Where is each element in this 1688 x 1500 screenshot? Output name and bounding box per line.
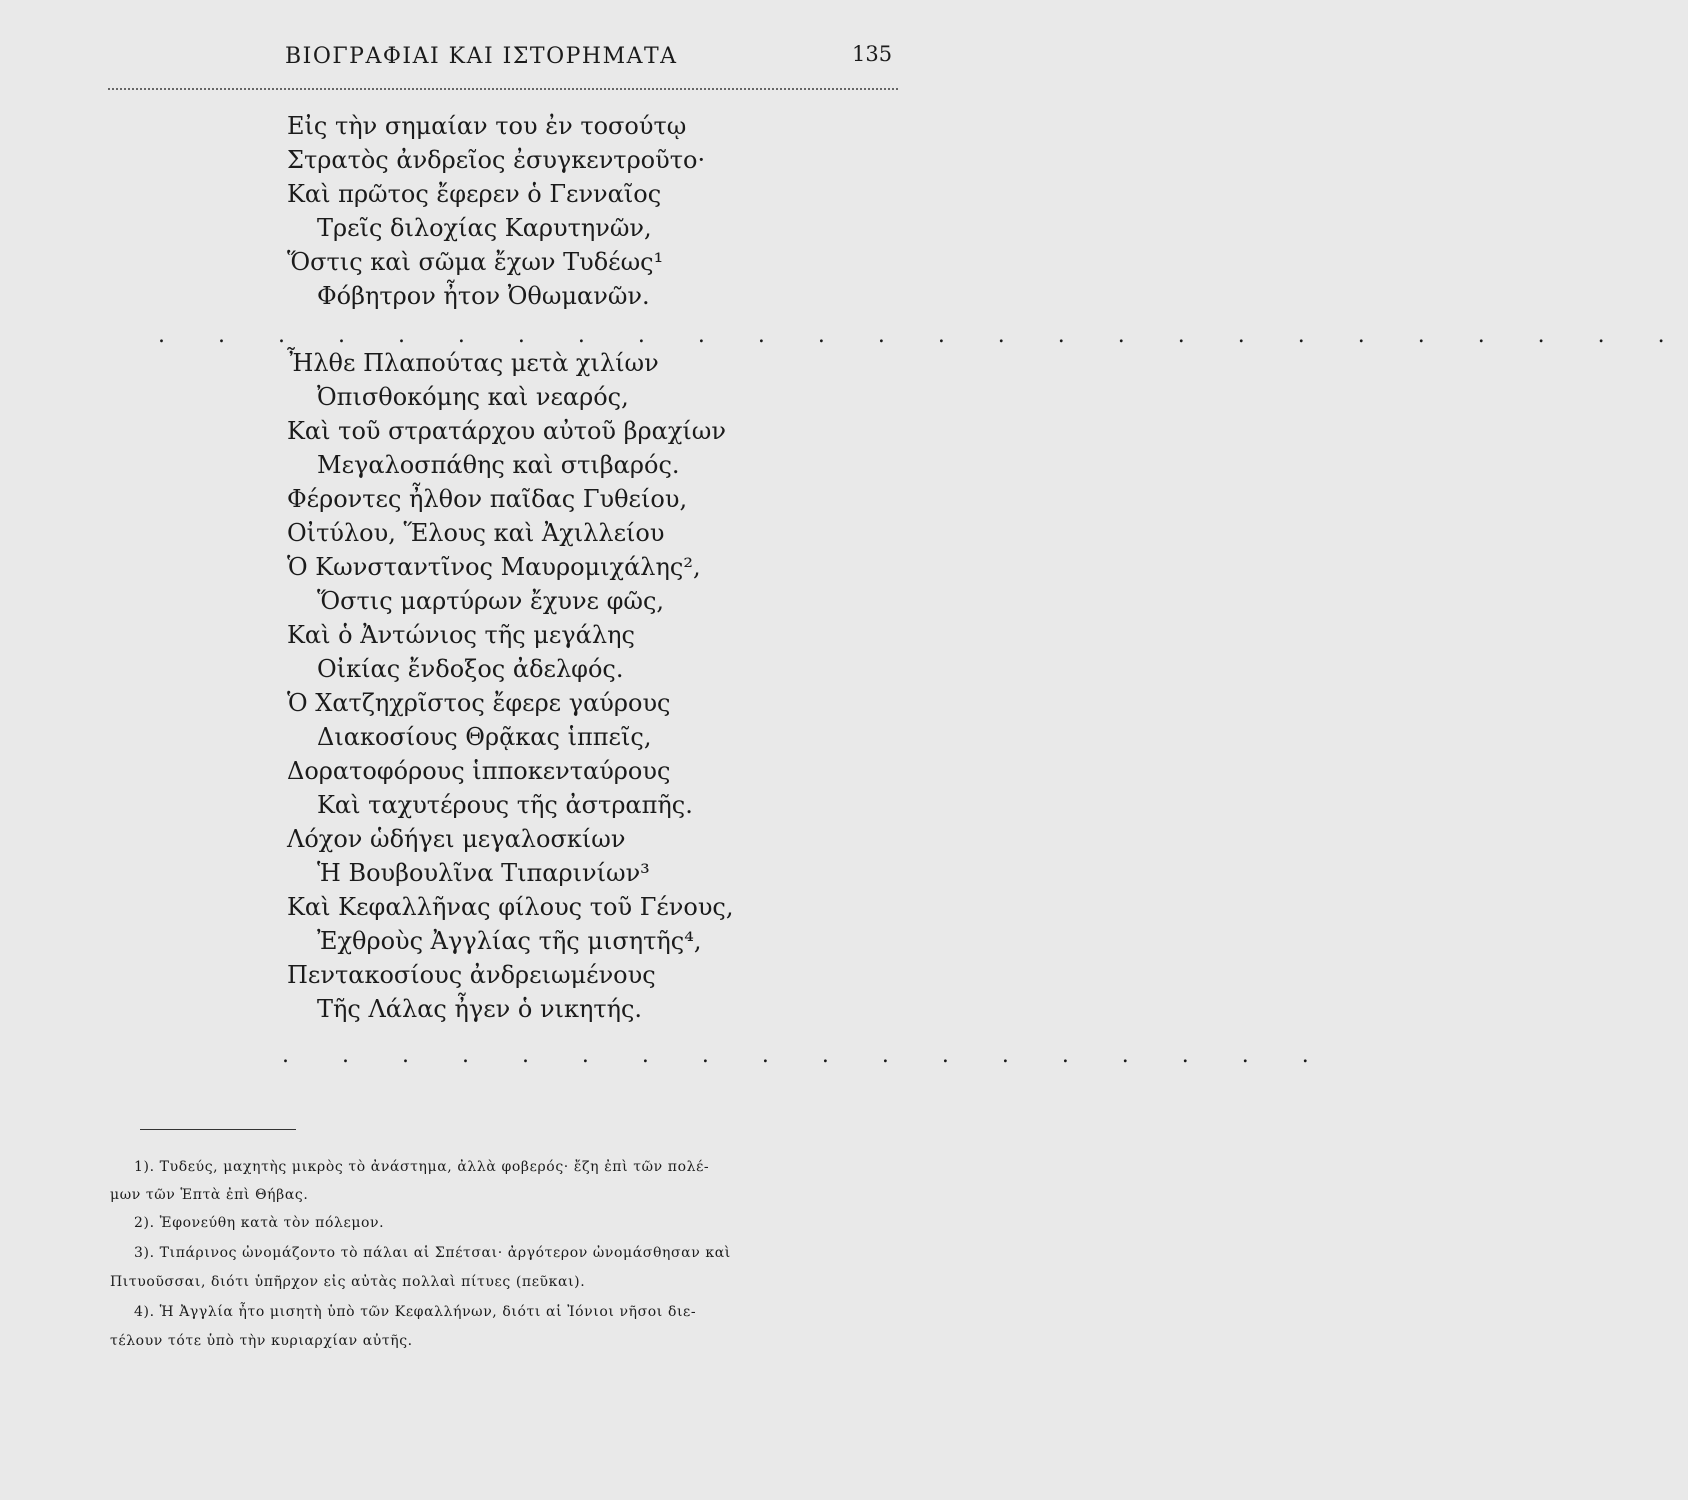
verse-line: Δορατοφόρους ἱπποκενταύρους — [287, 757, 671, 785]
verse-line: Οἰκίας ἔνδοξος ἀδελφός. — [317, 655, 624, 683]
footnote-line: 2). Ἐφονεύθη κατὰ τὸν πόλεμον. — [134, 1215, 385, 1231]
verse-line: Φόβητρον ἦτον Ὀθωμανῶν. — [317, 282, 650, 310]
verse-line: Στρατὸς ἀνδρεῖος ἐσυγκεντροῦτο· — [287, 146, 706, 174]
verse-line: Ἐχθροὺς Ἀγγλίας τῆς μισητῆς⁴, — [317, 927, 702, 955]
verse-line: Ὁ Χατζηχρῖστος ἔφερε γαύρους — [287, 689, 671, 717]
verse-line: Καὶ τοῦ στρατάρχου αὐτοῦ βραχίων — [287, 417, 726, 445]
verse-line: Μεγαλοσπάθης καὶ στιβαρός. — [317, 451, 680, 479]
running-header: ΒΙΟΓΡΑΦΙΑΙ ΚΑΙ ΙΣΤΟΡΗΜΑΤΑ — [285, 44, 678, 69]
verse-line: Καὶ πρῶτος ἔφερεν ὁ Γενναῖος — [287, 180, 662, 208]
verse-line: Ὅστις μαρτύρων ἔχυνε φῶς, — [317, 587, 665, 615]
verse-line: Φέροντες ἦλθον παῖδας Γυθείου, — [287, 485, 688, 513]
ellipsis-row: . . . . . . . . . . . . . . . . . . . . . . . . . . — [158, 323, 1688, 348]
footnote-line: 3). Τιπάρινος ὠνομάζοντο τὸ πάλαι αἱ Σπέτσαι· ἀργότερον ὠνομάσθησαν καὶ — [134, 1245, 731, 1261]
footnote-line: 4). Ἡ Ἀγγλία ἦτο μισητὴ ὑπὸ τῶν Κεφαλλήνων, διότι αἱ Ἰόνιοι νῆσοι διε- — [134, 1304, 697, 1320]
page-number: 135 — [852, 42, 893, 66]
verse-line: Λόχον ὡδήγει μεγαλοσκίων — [287, 825, 626, 853]
footnote-line: Πιτυοῦσσαι, διότι ὑπῆρχον εἰς αὐτὰς πολλαὶ πίτυες (πεῦκαι). — [110, 1274, 586, 1290]
verse-line: Οἰτύλου, Ἕλους καὶ Ἀχιλλείου — [287, 519, 665, 547]
verse-line: Διακοσίους Θρᾷκας ἱππεῖς, — [317, 723, 652, 751]
footnote-line: μων τῶν Ἑπτὰ ἐπὶ Θήβας. — [110, 1187, 309, 1203]
verse-line: Ἦλθε Πλαπούτας μετὰ χιλίων — [287, 349, 659, 377]
verse-line: Ὁ Κωνσταντῖνος Μαυρομιχάλης², — [287, 553, 701, 581]
verse-line: Τρεῖς διλοχίας Καρυτηνῶν, — [317, 214, 652, 242]
verse-line: Εἰς τὴν σημαίαν του ἐν τοσούτῳ — [287, 112, 687, 140]
verse-line: Ὀπισθοκόμης καὶ νεαρός, — [317, 383, 629, 411]
footnote-divider — [140, 1129, 296, 1130]
verse-line: Καὶ ταχυτέρους τῆς ἀστραπῆς. — [317, 791, 693, 819]
verse-line: Τῆς Λάλας ἦγεν ὁ νικητής. — [317, 995, 643, 1023]
verse-line: Ὅστις καὶ σῶμα ἔχων Τυδέως¹ — [287, 248, 664, 276]
header-divider — [108, 88, 898, 90]
verse-line: Πεντακοσίους ἀνδρειωμένους — [287, 961, 656, 989]
footnote-line: τέλουν τότε ὑπὸ τὴν κυριαρχίαν αὐτῆς. — [110, 1333, 413, 1349]
verse-line: Καὶ Κεφαλλῆνας φίλους τοῦ Γένους, — [287, 893, 734, 921]
footnote-line: 1). Τυδεύς, μαχητὴς μικρὸς τὸ ἀνάστημα, ἀλλὰ φοβερός· ἔζη ἐπὶ τῶν πολέ- — [134, 1159, 710, 1175]
ellipsis-row: . . . . . . . . . . . . . . . . . . — [282, 1043, 1332, 1068]
verse-line: Ἡ Βουβουλῖνα Τιπαρινίων³ — [317, 859, 650, 887]
verse-line: Καὶ ὁ Ἀντώνιος τῆς μεγάλης — [287, 621, 635, 649]
